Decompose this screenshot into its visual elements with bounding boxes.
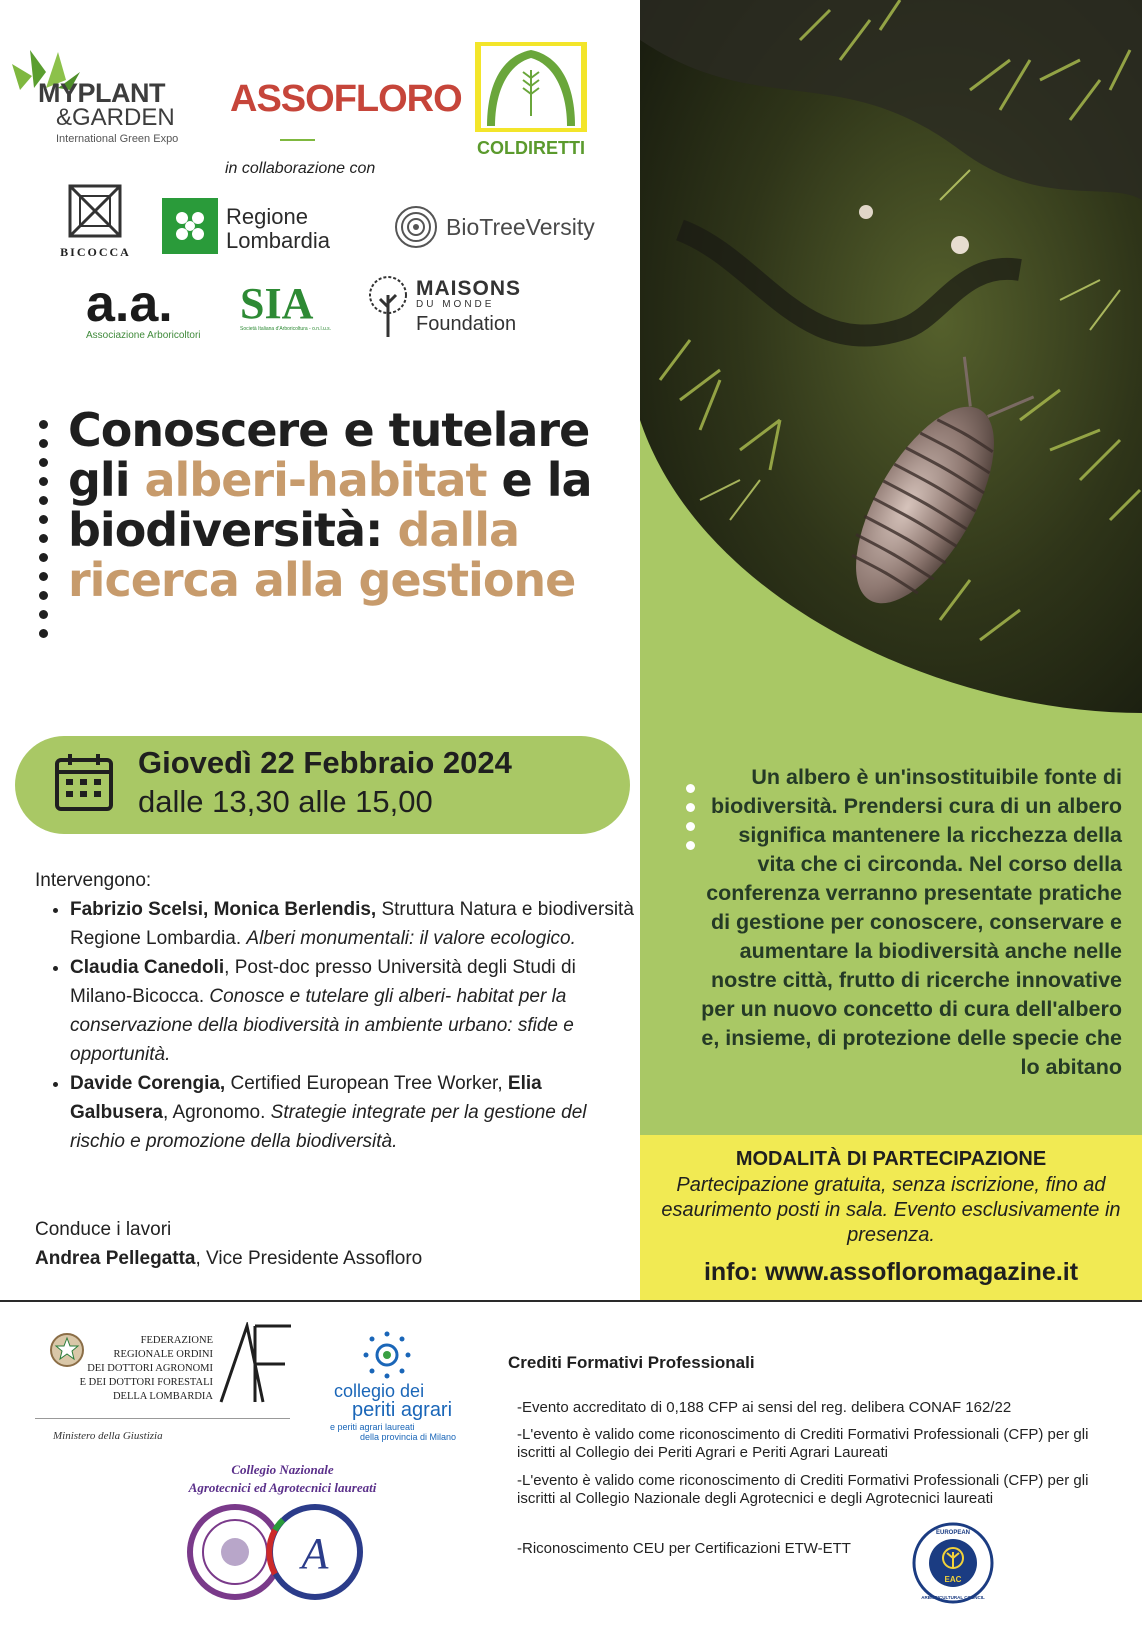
coldiretti-logo <box>475 42 587 162</box>
credit-item: -Riconoscimento CEU per Certificazioni ETW-ETT <box>517 1540 851 1557</box>
federazione-logo <box>35 1322 295 1447</box>
wheat-arch-icon <box>481 46 581 128</box>
assofloro-logo <box>230 78 462 141</box>
aa-subtitle: Associazione Arboricoltori <box>86 330 201 341</box>
tree-rings-icon <box>394 205 438 249</box>
collegio-text-2: periti agrari <box>352 1399 453 1421</box>
biotreeversity-text: BioTreeVersity <box>446 213 595 240</box>
collegio-text-4: della provincia di Milano <box>360 1432 457 1442</box>
agrotecnici-seals-icon <box>175 1500 390 1600</box>
ministero-text: Ministero della Giustizia <box>53 1430 163 1442</box>
myplant-logo <box>10 42 190 147</box>
agrotecnici-logo <box>175 1460 390 1600</box>
biotreeversity-logo <box>394 205 595 249</box>
bicocca-emblem-icon <box>58 182 133 240</box>
credit-item: -Evento accreditato di 0,188 CFP ai sensi del reg. delibera CONAF 162/22 <box>517 1399 1012 1416</box>
regione-rose-icon <box>162 198 218 254</box>
sia-subtitle: Società Italiana d'Arboricoltura - o.n.l.u.s. <box>240 326 332 332</box>
maisons-text-3: Foundation <box>416 313 517 335</box>
agrotecnici-text-2: Agrotecnici ed Agrotecnici laureati <box>188 1480 377 1495</box>
af-monogram-icon <box>215 1322 295 1406</box>
eac-badge <box>912 1522 994 1604</box>
collegio-text-3: e periti agrari laureati <box>330 1422 415 1432</box>
speakers-list <box>70 895 635 1156</box>
footer-divider <box>0 1300 1142 1302</box>
credit-item: -L'evento è valido come riconoscimento di Crediti Formativi Professionali (CFP) per gli iscritti al Collegio Nazionale degli Agrotecnici e degli Agrotecnici laureati <box>517 1472 1089 1507</box>
myplant-text: MYPLANT <box>38 78 165 108</box>
speaker-names-2: Elia Galbusera <box>70 1073 542 1123</box>
regione-text-2: Lombardia <box>226 228 330 253</box>
sia-logo <box>240 279 350 332</box>
title-dots <box>39 420 49 638</box>
tree-icon <box>368 275 408 339</box>
speaker-names: Fabrizio Scelsi, Monica Berlendis, <box>70 899 377 920</box>
participation-title: MODALITÀ DI PARTECIPAZIONE <box>735 1148 1047 1170</box>
federazione-line: E DEI DOTTORI FORESTALI <box>79 1377 213 1388</box>
collegio-text-1: collegio dei <box>334 1381 425 1401</box>
speaker-item <box>70 953 635 1069</box>
title-part-4: dalla ricerca alla gestione <box>68 503 576 607</box>
myplant-subtitle: International Green Expo <box>56 133 179 145</box>
speaker-talk: Alberi monumentali: il valore ecologico. <box>246 928 576 949</box>
sia-text: SIA <box>240 279 314 328</box>
regione-text-1: Regione <box>226 204 308 229</box>
event-description: Un albero è un'insostituibile fonte di biodiversità. Prendersi cura di un albero significa mantenere la ricchezza della vita che ci circonda. Nel corso della conferenza verranno presentate pratiche di gestione per conoscere, conservare e aumentare la biodiversità anche nelle nostre città, frutto di ricerche innovative per un nuovo concetto di cura dell'albero e, insieme, di protezione delle specie che lo abitano <box>701 765 1122 1079</box>
myplant-garden-text: &GARDEN <box>56 104 175 131</box>
federazione-line: DEI DOTTORI AGRONOMI <box>87 1363 213 1374</box>
assofloro-underline <box>280 139 315 141</box>
speakers-heading: Intervengono: <box>35 870 152 891</box>
event-time: dalle 13,30 alle 15,00 <box>138 784 433 819</box>
moderator-name: Andrea Pellegatta <box>35 1248 196 1269</box>
participation-text: Partecipazione gratuita, senza iscrizione, fino ad esaurimento posti in sala. Evento esclusivamente in presenza. <box>661 1174 1121 1246</box>
speaker-names: Davide Corengia, <box>70 1073 226 1094</box>
collegio-periti-logo <box>330 1330 490 1440</box>
speaker-item <box>70 895 635 953</box>
credit-item: -L'evento è valido come riconoscimento di Crediti Formativi Professionali (CFP) per gli iscritti al Collegio dei Periti Agrari e Periti Agrari Laureati <box>517 1426 1089 1461</box>
title-part-1: Conoscere e tutelare gli <box>68 403 590 507</box>
bicocca-text: BICOCCA <box>60 245 131 259</box>
description-dots <box>686 784 696 850</box>
event-title <box>68 405 628 605</box>
title-part-3: e la biodiversità: <box>68 453 592 557</box>
moderator-section <box>35 1215 635 1273</box>
speaker-talk: Strategie integrate per la gestione del rischio e promozione della biodiversità. <box>70 1102 587 1152</box>
federazione-line: REGIONALE ORDINI <box>113 1349 213 1360</box>
moderator-role: , Vice Presidente Assofloro <box>195 1248 423 1269</box>
title-part-2: alberi-habitat <box>144 453 487 507</box>
coldiretti-text: COLDIRETTI <box>477 138 585 158</box>
agrotecnici-text-1: Collegio Nazionale <box>231 1462 334 1477</box>
federazione-line: FEDERAZIONE <box>140 1335 213 1346</box>
speaker-role: Struttura Natura e biodiversità Regione Lombardia. <box>70 899 634 949</box>
info-link[interactable]: info: www.assofloromagazine.it <box>703 1258 1079 1286</box>
speakers-section <box>35 866 635 1156</box>
federazione-line: DELLA LOMBARDIA <box>112 1391 213 1402</box>
credits-title: Crediti Formativi Professionali <box>508 1353 755 1372</box>
speaker-talk: Conosce e tutelare gli alberi- habitat per la conservazione della biodiversità in ambiente urbano: sfide e opportunità. <box>70 986 574 1065</box>
speaker-names: Claudia Canedoli <box>70 957 225 978</box>
speaker-role-2: , Agronomo. <box>162 1102 271 1123</box>
calendar-icon <box>54 752 114 812</box>
moderator-label: Conduce i lavori <box>35 1219 172 1240</box>
svg-text:A: A <box>301 1529 329 1578</box>
maisons-text-1: MAISONS <box>416 277 522 300</box>
speaker-role: Certified European Tree Worker, <box>225 1073 508 1094</box>
bicocca-logo <box>58 182 133 257</box>
assofloro-text: ASSOFLORO <box>230 78 462 120</box>
speaker-item <box>70 1069 635 1156</box>
event-date: Giovedì 22 Febbraio 2024 <box>138 745 512 780</box>
arboricoltori-logo <box>86 275 211 341</box>
stars-rose-icon <box>352 1330 422 1380</box>
aa-text: a.a. <box>86 275 173 333</box>
eac-mid-text: EAC <box>944 1575 962 1584</box>
woodlouse-photo <box>640 0 1142 713</box>
collaboration-label: in collaborazione con <box>225 160 376 177</box>
speaker-role: , Post-doc presso Università degli Studi di Milano-Bicocca. <box>70 957 576 1007</box>
eac-top-text: EUROPEAN <box>935 1530 971 1536</box>
eac-bottom-text: ARBORICULTURAL COUNCIL <box>921 1595 985 1600</box>
maisons-text-2: DU MONDE <box>416 299 495 310</box>
